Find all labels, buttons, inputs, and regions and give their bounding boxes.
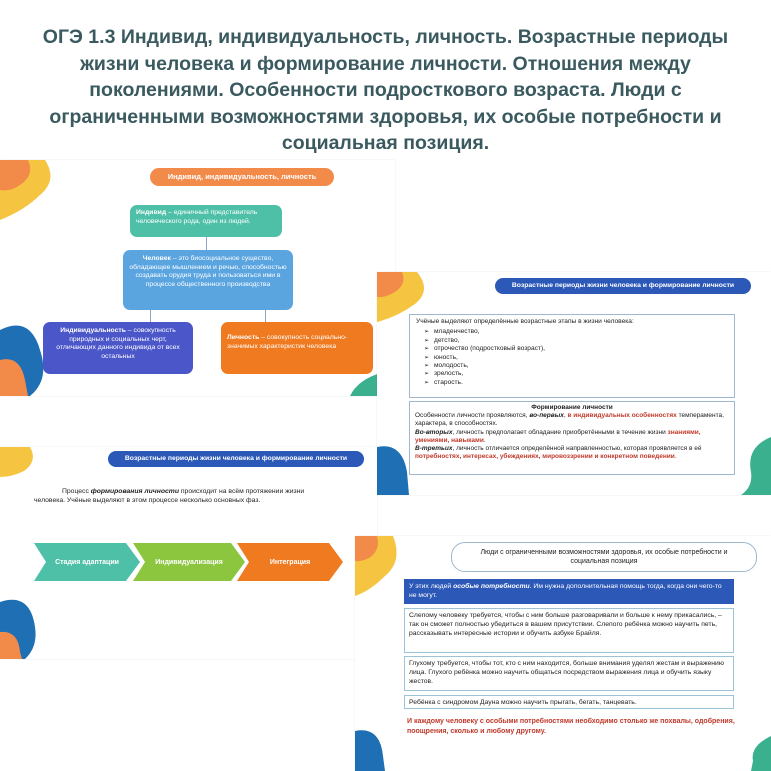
formation-p2: Во-вторых, личность предполагает обладание приобретёнными в течение жизни знаниями, умениями, навыками. [415, 428, 701, 444]
slide-individ [0, 160, 395, 396]
formation-p1: Особенности личности проявляются, во-первых, в индивидуальных особенностях темперамента, характера, в способностях. [415, 412, 724, 428]
connector-3 [265, 310, 266, 322]
stages-panel [409, 314, 735, 398]
decor-blob-top-left [0, 447, 40, 487]
stages-intro: Учёные выделяют определённые возрастные этапы в жизни человека: [416, 318, 634, 325]
connector-1 [206, 237, 207, 250]
connector-2 [150, 310, 151, 322]
individ-term: Индивид [136, 209, 167, 216]
phase-arrow-integration [237, 543, 343, 581]
slide3-text: Процесс формирования личности происходит на всём протяжении жизни человека. Учёные выделяют в этом процессе несколько основных фаз. [34, 488, 305, 504]
chelovek-def: – это биосоциальное существо, обладающее мышлением и речью, способностью создавать орудия труда и пользоваться ими в процессе общественного производства [129, 255, 287, 288]
decor-blob-bottom-left [0, 592, 45, 659]
slide3-title: Возрастные периоды жизни человека и формирование личности [108, 451, 364, 467]
slide-special-needs [355, 536, 771, 771]
individualnost-def: – совокупность природных и социальных черт, отличающих данного индивида от всех остальных [56, 327, 180, 360]
stage-item: ➢ отрочество (подростковый возраст), [434, 345, 728, 353]
chelovek-term: Человек [142, 255, 171, 262]
formation-p3: В-третьих, личность отличается определённой направленностью, которая проявляется в её потребностях, интересах, убеждениях, мировоззрении и конкретном поведении. [415, 445, 702, 461]
decor-blob-top-left [355, 536, 403, 616]
stage-item: ➢ юность, [434, 354, 728, 362]
stage-item: ➢ детство, [434, 337, 728, 345]
formation-panel [409, 401, 735, 475]
stage-item: ➢ молодость, [434, 362, 728, 370]
individ-def: – единичный представитель человеческого рода, один из людей. [136, 209, 258, 225]
phase-arrow-adaptation [34, 543, 140, 581]
slide-formation-phases [0, 447, 377, 659]
deaf-row: Глухому требуется, чтобы тот, кто с ним находится, больше внимания уделял жестам и выражению лица. Глухого ребёнка можно научить общаться посредством выражения лица и обучить языку жестов. [404, 656, 734, 691]
slide1-title: Индивид, индивидуальность, личность [150, 168, 334, 186]
individualnost-box [43, 322, 193, 374]
phase-label: Интеграция [269, 558, 311, 566]
decor-blob-bottom-right [731, 437, 771, 495]
phase-arrow-individualization [133, 543, 245, 581]
slide4-title: Люди с ограниченными возможностями здоровья, их особые потребности и социальная позиция [451, 542, 757, 572]
individ-box [130, 205, 282, 237]
phase-label: Стадия адаптации [55, 558, 119, 566]
stage-item: ➢ младенчество, [434, 328, 728, 336]
slide-age-periods [377, 272, 771, 495]
decor-blob-bottom-left [355, 726, 390, 771]
needs-intro-row: У этих людей особые потребности. Им нужна дополнительная помощь тогда, когда они чего-то не могут. [404, 579, 734, 604]
blind-row: Слепому человеку требуется, чтобы с ним больше разговаривали и больше к нему прикасались, – так он сможет полностью убедиться в вашем присутствии. Слепого ребёнка можно научить петь, рассказывать интересные истории и обучить азбуке Брайля. [404, 608, 734, 653]
lichnost-term: Личность [227, 334, 260, 341]
individualnost-term: Индивидуальность [60, 327, 126, 334]
stage-item: ➢ зрелость, [434, 370, 728, 378]
slide2-title: Возрастные периоды жизни человека и формирование личности [495, 278, 751, 294]
lichnost-box [221, 322, 373, 374]
chelovek-box [123, 250, 293, 310]
lichnost-def: – совокупность социально-значимых характеристик человека [227, 334, 348, 350]
decor-blob-bottom-right [735, 736, 771, 771]
decor-blob-top-left [0, 160, 60, 230]
down-syndrome-row: Ребёнка с синдромом Дауна можно научить прыгать, бегать, танцевать. [404, 695, 734, 709]
page-title: ОГЭ 1.3 Индивид, индивидуальность, личность. Возрастные периоды жизни человека и формирование личности. Отношения между поколениями. Особенности подросткового возраста. Люди с ограниченными возможностями здоровья, их особые потребности и социальная позиция. [42, 26, 729, 154]
stages-list [416, 328, 728, 387]
formation-title: Формирование личности [531, 404, 613, 411]
stage-item: ➢ старость. [434, 379, 728, 387]
phase-label: Индивидуализация [155, 558, 223, 566]
conclusion-text: И каждому человеку с особыми потребностями необходимо столько же похвалы, одобрения, поощрения, сколько и любому другому. [407, 718, 735, 735]
